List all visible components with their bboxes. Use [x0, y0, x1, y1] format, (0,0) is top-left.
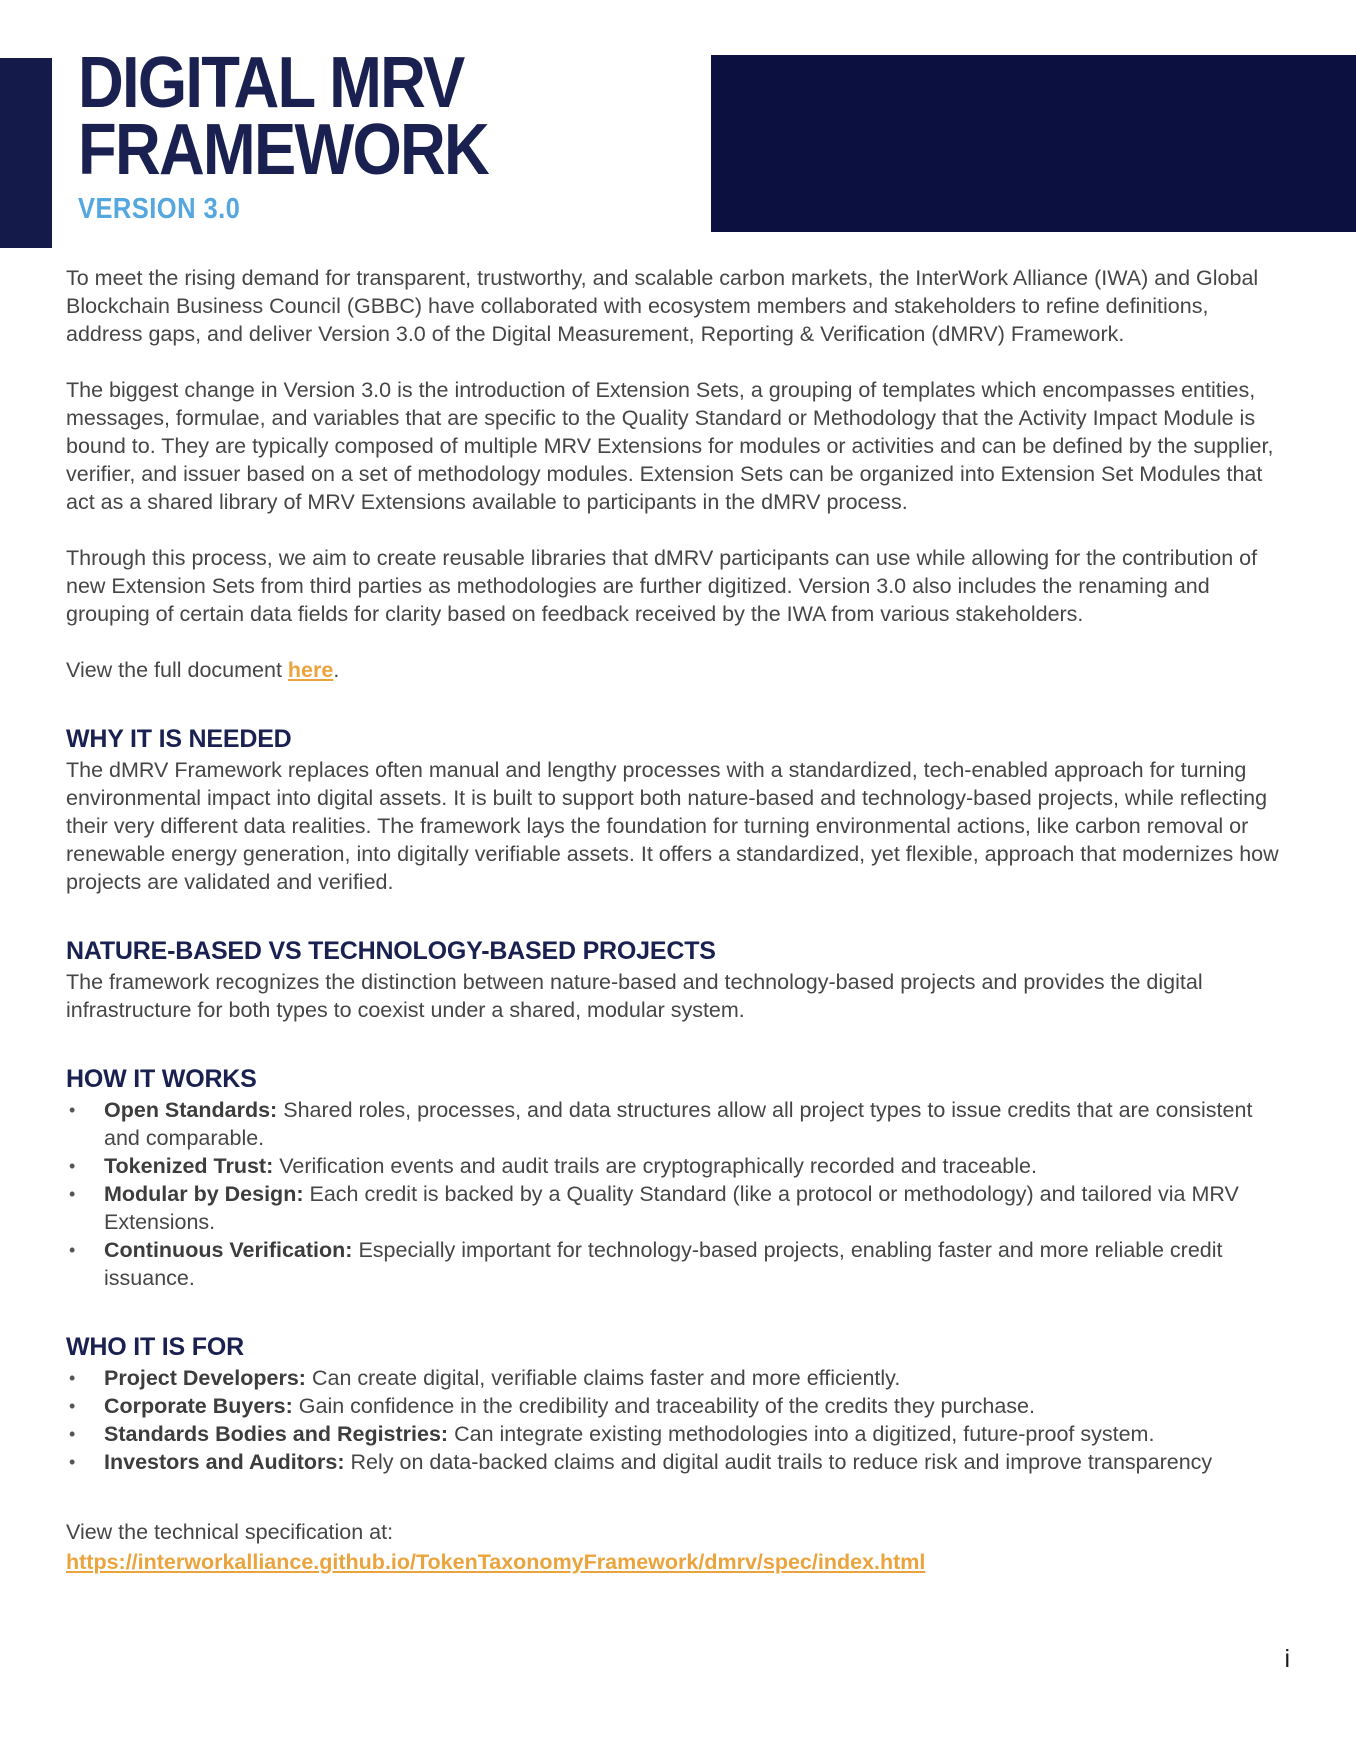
bullet-label: Modular by Design: — [104, 1182, 304, 1206]
how-bullet-open-standards — [66, 1096, 1290, 1152]
bullet-label: Investors and Auditors: — [104, 1450, 345, 1474]
bullet-label: Corporate Buyers: — [104, 1394, 293, 1418]
who-bullet-investors-auditors — [66, 1448, 1290, 1476]
bullet-text: Each credit is backed by a Quality Standard (like a protocol or methodology) and tailored via MRV Extensions. — [104, 1182, 1239, 1234]
version-label: VERSION 3.0 — [78, 193, 241, 225]
who-bullet-corporate-buyers — [66, 1392, 1290, 1420]
page-title-line2: FRAMEWORK — [78, 110, 489, 190]
technical-spec-url-link[interactable]: https://interworkalliance.github.io/TokenTaxonomyFramework/dmrv/spec/index.html — [66, 1550, 926, 1574]
bullet-text: Gain confidence in the credibility and traceability of the credits they purchase. — [298, 1394, 1035, 1418]
bullet-text: Can create digital, verifiable claims faster and more efficiently. — [311, 1366, 901, 1390]
page-number: i — [1284, 1645, 1290, 1673]
why-it-is-needed-body: The dMRV Framework replaces often manual and lengthy processes with a standardized, tech-enabled approach for turning environmental impact into digital assets. It is built to support both nature-based and technology-based projects, while reflecting their very different data realities. The framework lays the foundation for turning environmental actions, like carbon removal or renewable energy generation, into digitally verifiable assets. It offers a standardized, yet flexible, approach that modernizes how projects are validated and verified. — [66, 758, 1279, 894]
intro-paragraph-1: To meet the rising demand for transparent, trustworthy, and scalable carbon markets, the InterWork Alliance (IWA) and Global Blockchain Business Council (GBBC) have collaborated with ecosystem members and stakeholders to refine definitions, address gaps, and deliver Version 3.0 of the Digital Measurement, Reporting & Verification (dMRV) Framework. — [66, 266, 1259, 346]
bullet-label: Project Developers: — [104, 1366, 306, 1390]
document-header — [0, 0, 1356, 250]
section-heading-nature-vs-technology: NATURE-BASED VS TECHNOLOGY-BASED PROJECTS — [66, 937, 716, 965]
bullet-text: Verification events and audit trails are cryptographically recorded and traceable. — [279, 1154, 1037, 1178]
bullet-label: Continuous Verification: — [104, 1238, 353, 1262]
how-it-works-list — [66, 1096, 1290, 1292]
bullet-text: Rely on data-backed claims and digital audit trails to reduce risk and improve transparency — [350, 1450, 1213, 1474]
bullet-text: Especially important for technology-based projects, enabling faster and more reliable credit issuance. — [104, 1238, 1223, 1290]
view-document-prefix: View the full document — [66, 658, 288, 682]
who-bullet-standards-bodies — [66, 1420, 1290, 1448]
page-title-line1: DIGITAL MRV — [78, 43, 464, 123]
header-left-accent-bar — [0, 58, 52, 248]
technical-spec-block — [66, 1518, 1290, 1576]
technical-spec-text: View the technical specification at: — [66, 1520, 394, 1544]
bullet-label: Open Standards: — [104, 1098, 278, 1122]
view-document-here-link[interactable]: here — [287, 658, 334, 682]
header-right-navy-block — [711, 55, 1356, 232]
bullet-label: Tokenized Trust: — [104, 1154, 274, 1178]
how-bullet-continuous-verification — [66, 1236, 1290, 1292]
title-block — [78, 43, 489, 226]
view-document-line — [66, 656, 1290, 684]
intro-paragraph-3: Through this process, we aim to create reusable libraries that dMRV participants can use while allowing for the contribution of new Extension Sets from third parties as methodologies are further digitized. Version 3.0 also includes the renaming and grouping of certain data fields for clarity based on feedback received by the IWA from various stakeholders. — [66, 546, 1258, 626]
intro-paragraph-2: The biggest change in Version 3.0 is the introduction of Extension Sets, a grouping of templates which encompasses entities, messages, formulae, and variables that are specific to the Quality Standard or Methodology that the Activity Impact Module is bound to. They are typically composed of multiple MRV Extensions for modules or activities and can be defined by the supplier, verifier, and issuer based on a set of methodology modules. Extension Sets can be organized into Extension Set Modules that act as a shared library of MRV Extensions available to participants in the dMRV process. — [66, 378, 1274, 514]
bullet-label: Standards Bodies and Registries: — [104, 1422, 449, 1446]
section-heading-why-it-is-needed: WHY IT IS NEEDED — [66, 725, 292, 753]
who-it-is-for-list — [66, 1364, 1290, 1476]
section-heading-who-it-is-for: WHO IT IS FOR — [66, 1333, 244, 1361]
bullet-text: Shared roles, processes, and data structures allow all project types to issue credits that are consistent and comparable. — [104, 1098, 1253, 1150]
who-bullet-project-developers — [66, 1364, 1290, 1392]
how-bullet-tokenized-trust — [66, 1152, 1290, 1180]
how-bullet-modular-by-design — [66, 1180, 1290, 1236]
section-heading-how-it-works: HOW IT WORKS — [66, 1065, 257, 1093]
view-document-suffix: . — [333, 658, 340, 682]
nature-vs-technology-body: The framework recognizes the distinction between nature-based and technology-based projects and provides the digital infrastructure for both types to coexist under a shared, modular system. — [66, 970, 1203, 1022]
bullet-text: Can integrate existing methodologies into a digitized, future-proof system. — [454, 1422, 1155, 1446]
document-body — [0, 250, 1356, 1576]
